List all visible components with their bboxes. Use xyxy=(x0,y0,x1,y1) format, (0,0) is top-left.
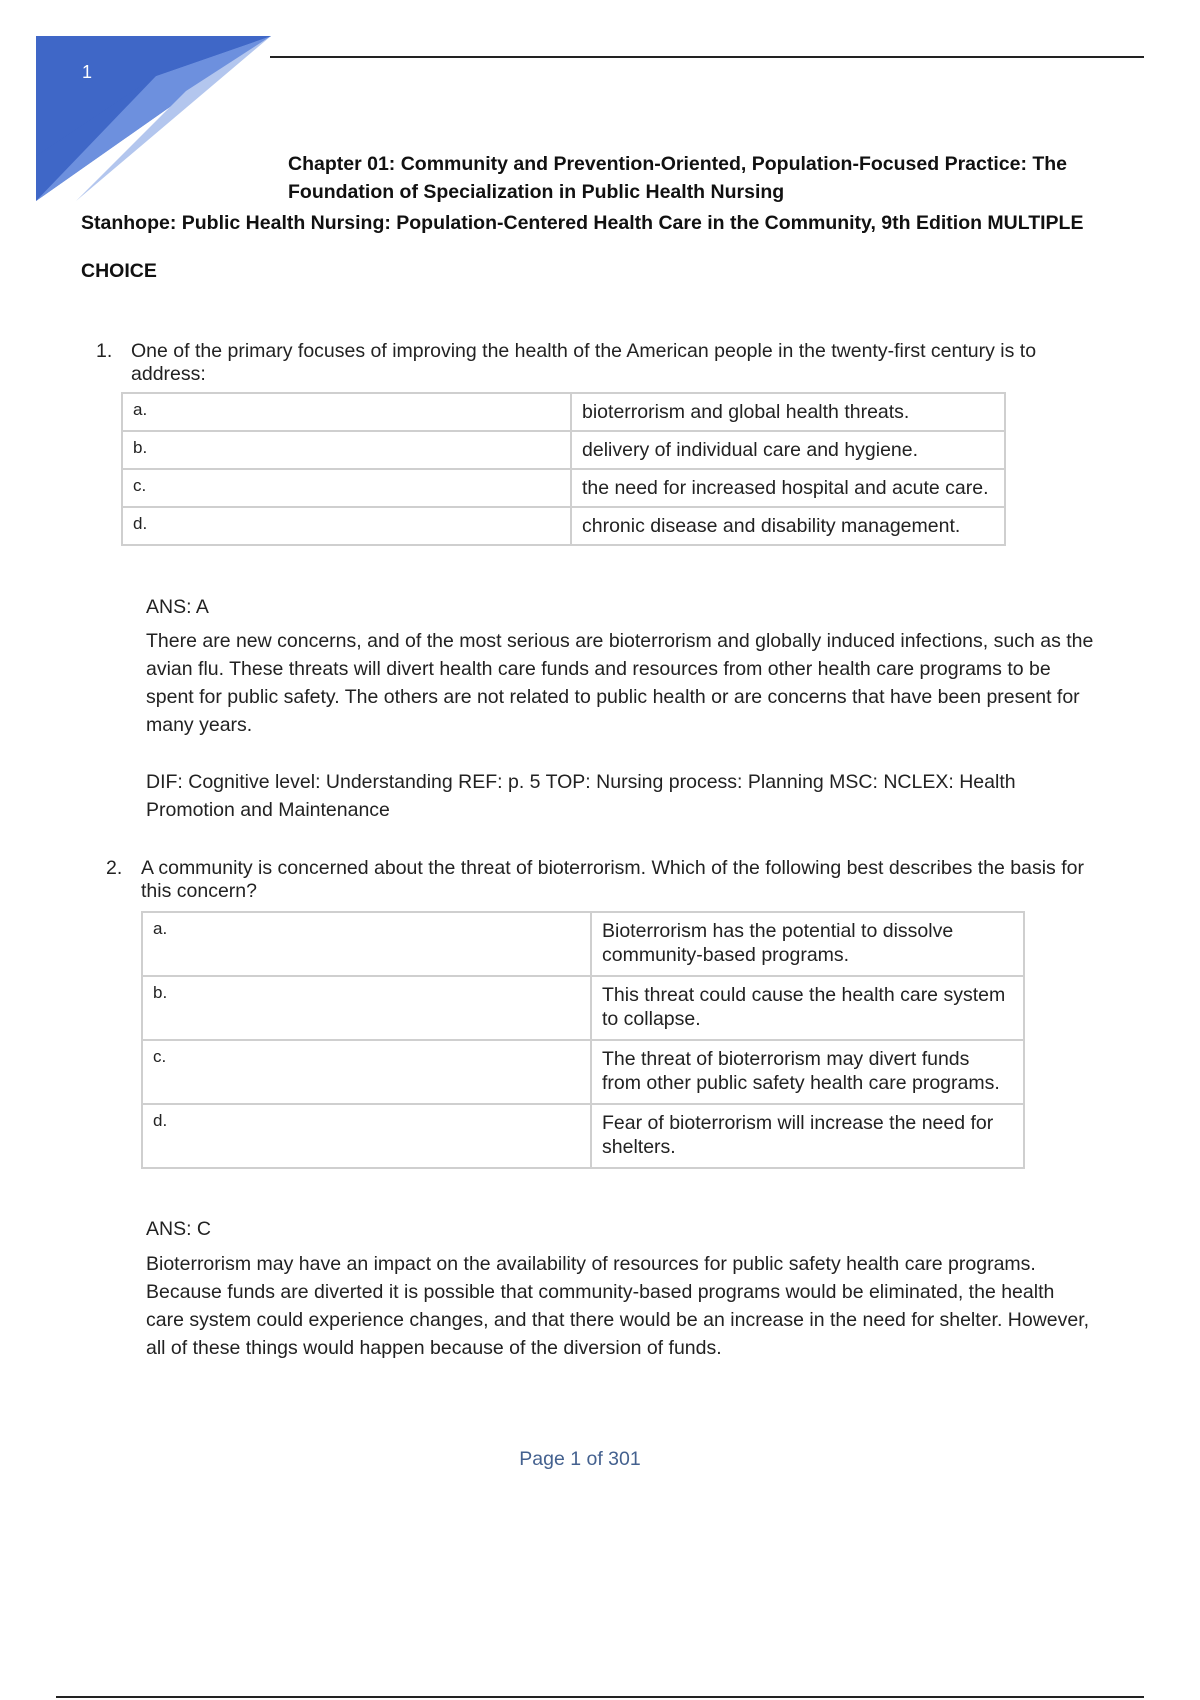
rationale-2: Bioterrorism may have an impact on the availability of resources for public safety health care programs. Because funds are diverted it is possible that community-based programs would be eliminated, the health care system could experience changes, and that there would be an increase in the need for shelter. However, all of these things would happen because of the diversion of funds. xyxy=(146,1253,1090,1359)
option-letter: d. xyxy=(122,507,571,545)
question-number: 1. xyxy=(96,340,113,362)
option-letter: a. xyxy=(142,912,591,976)
question-text: A community is concerned about the threat of bioterrorism. Which of the following best describes the basis for this concern? xyxy=(141,857,1084,902)
rationale-1: There are new concerns, and of the most serious are bioterrorism and globally induced infections, such as the avian flu. These threats will divert health care funds and resources from other health care programs to be spent for public safety. The others are not related to public health or are concerns that have been present for many years. xyxy=(146,630,1094,736)
answer-2: ANS: C xyxy=(146,1218,212,1240)
option-text: chronic disease and disability management. xyxy=(571,507,1005,545)
option-row[interactable] xyxy=(142,1040,1024,1104)
page-number: 1 xyxy=(82,62,93,82)
option-row[interactable] xyxy=(142,1104,1024,1168)
page-corner-decoration xyxy=(36,36,271,201)
book-title: Stanhope: Public Health Nursing: Population-Centered Health Care in the Community, 9th Edition MULTIPLE xyxy=(81,212,1084,234)
question-number: 2. xyxy=(106,857,123,879)
option-row[interactable] xyxy=(142,976,1024,1040)
option-row[interactable] xyxy=(122,393,1005,431)
option-text: the need for increased hospital and acute care. xyxy=(571,469,1005,507)
option-letter: a. xyxy=(122,393,571,431)
option-text: bioterrorism and global health threats. xyxy=(571,393,1005,431)
page-footer: Page 1 of 301 xyxy=(519,1448,641,1470)
question-text: One of the primary focuses of improving the health of the American people in the twenty-first century is to address: xyxy=(131,340,1037,385)
header-rule xyxy=(270,56,1144,58)
option-row[interactable] xyxy=(122,507,1005,545)
option-row[interactable] xyxy=(122,431,1005,469)
option-letter: b. xyxy=(122,431,571,469)
option-text: The threat of bioterrorism may divert funds from other public safety health care programs. xyxy=(591,1040,1024,1104)
option-row[interactable] xyxy=(122,469,1005,507)
option-row[interactable] xyxy=(142,912,1024,976)
options-table-2 xyxy=(141,911,1025,1169)
footer-rule xyxy=(56,1696,1144,1698)
option-letter: d. xyxy=(142,1104,591,1168)
options-table-1 xyxy=(121,392,1006,546)
option-text: Fear of bioterrorism will increase the need for shelters. xyxy=(591,1104,1024,1168)
option-letter: c. xyxy=(122,469,571,507)
section-label: CHOICE xyxy=(81,260,157,282)
chapter-title: Chapter 01: Community and Prevention-Oriented, Population-Focused Practice: The Foundation of Specialization in Public Health Nursing xyxy=(288,153,1068,203)
option-text: Bioterrorism has the potential to dissolve community-based programs. xyxy=(591,912,1024,976)
option-text: delivery of individual care and hygiene. xyxy=(571,431,1005,469)
option-letter: b. xyxy=(142,976,591,1040)
option-letter: c. xyxy=(142,1040,591,1104)
option-text: This threat could cause the health care system to collapse. xyxy=(591,976,1024,1040)
question-meta-1: DIF: Cognitive level: Understanding REF: p. 5 TOP: Nursing process: Planning MSC: NCLEX: Health Promotion and Maintenance xyxy=(146,771,1016,821)
answer-1: ANS: A xyxy=(146,596,209,618)
